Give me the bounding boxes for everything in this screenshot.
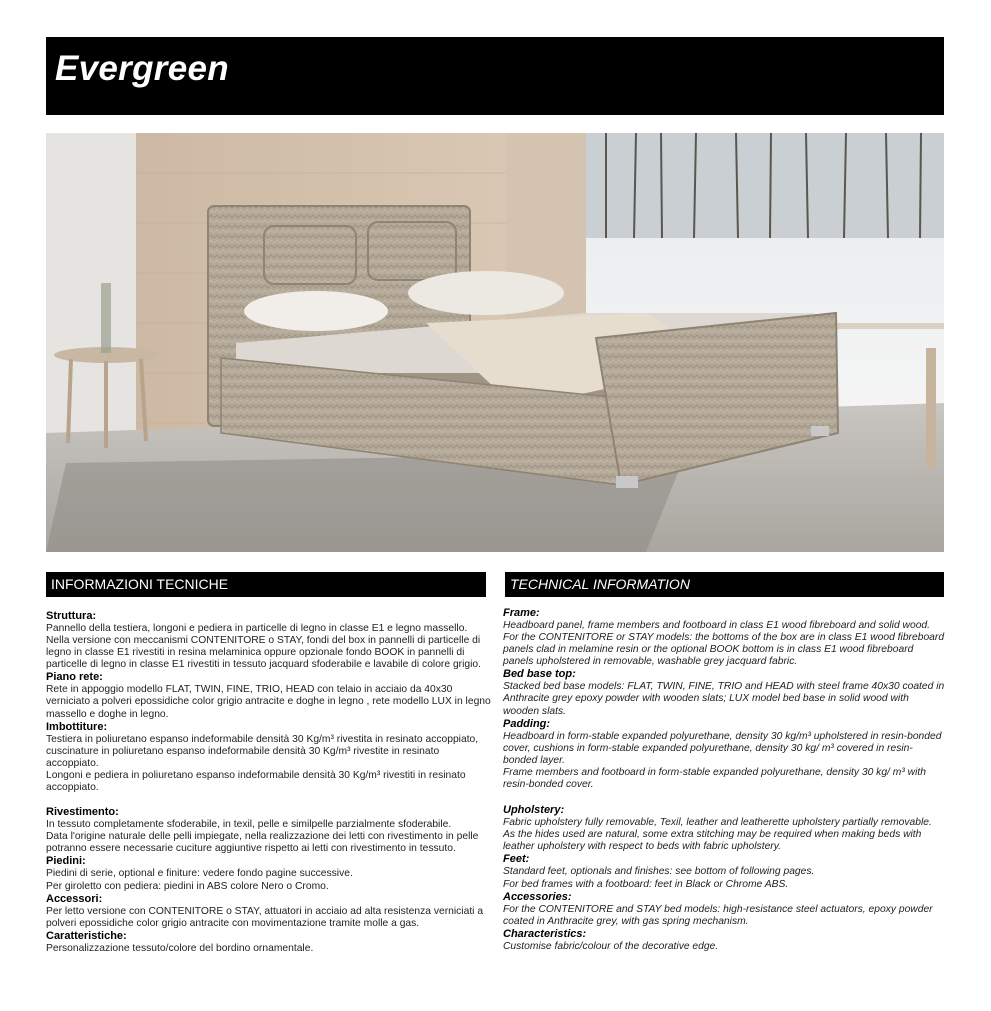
italian-technical-info <box>46 610 491 955</box>
section-title: Imbottiture: <box>46 720 108 733</box>
section-title: Feet: <box>503 853 530 866</box>
section-title: Characteristics: <box>503 927 587 940</box>
section-text: Nella versione con meccanismi CONTENITORE o STAY, fondi del box in pannelli di particelle di legno in classe E1 rivestiti in resina melaminica oppure opzionale fondo BOOK in pannelli di particelle di legno in classe E1 rivestiti in tessuto jacquard sfoderabile e lavabile di colore grigio. <box>46 635 481 671</box>
section-text: Frame members and footboard in form-stable expanded polyurethane, density 30 kg/ m³ with resin-bonded cover. <box>503 766 926 791</box>
section-text: Headboard panel, frame members and footboard in class E1 wood fibreboard and solid wood. <box>503 620 931 631</box>
section-title: Piano rete: <box>46 671 103 684</box>
section-text: Per giroletto con pediera: piedini in ABS colore Nero o Cromo. <box>46 880 329 892</box>
section-text: Customise fabric/colour of the decorative edge. <box>503 940 719 952</box>
section-text: For the CONTENITORE or STAY models: the bottoms of the box are in class E1 wood fibreboard panels clad in melamine resin or the optional BOOK bottom is in class E1 wood fibreboard panels upholstered in removable, washable grey jacquard fabric. <box>503 632 945 668</box>
section-text: Fabric upholstery fully removable, Texil, leather and leatherette upholstery partially removable. As the hides used are natural, some extra stitching may be required when making beds with leather upholstery with respect to beds with fabric upholstery. <box>503 817 932 853</box>
section-title: Caratteristiche: <box>46 929 127 942</box>
section-text: Personalizzazione tessuto/colore del bordino ornamentale. <box>46 942 314 954</box>
section-text: Testiera in poliuretano espanso indeformabile densità 30 Kg/m³ rivestita in resinato accoppiato, cuscinature in poliuretano espanso indeformabile densità 30 Kg/m³ rivestite in resinato accoppiato. <box>46 733 479 769</box>
section-text: Stacked bed base models: FLAT, TWIN, FINE, TRIO and HEAD with steel frame 40x30 coated in Anthracite grey epoxy powder with wooden slats; LUX model bed base in solid wood with wooden slats. <box>503 681 945 717</box>
section-text: Standard feet, optionals and finishes: see bottom of following pages. <box>503 866 815 878</box>
section-title: Piedini: <box>46 855 86 868</box>
section-text: Headboard in form-stable expanded polyurethane, density 30 kg/m³ upholstered in resin-bonded cover, cushions in form-stable expanded polyurethane, density 30 kg/ m³ covered in resin-bonded layer. <box>503 730 942 766</box>
section-title: Padding: <box>503 717 551 730</box>
section-text: Data l'origine naturale delle pelli impiegate, nella realizzazione dei letti con rivestimento in pelle potranno essere necessarie cuciture aggiuntive rispetto ai letti con rivestimento in tessuto. <box>46 831 479 855</box>
section-heading-english: TECHNICAL INFORMATION <box>505 572 944 597</box>
section-title: Rivestimento: <box>46 806 119 819</box>
section-text: For the CONTENITORE and STAY bed models: high-resistance steel actuators, epoxy powder coated in Anthracite grey, with gas spring mechanism. <box>503 903 933 927</box>
section-heading-italian: INFORMAZIONI TECNICHE <box>46 572 486 597</box>
section-text: For bed frames with a footboard: feet in Black or Chrome ABS. <box>503 878 789 890</box>
section-title: Bed base top: <box>503 668 576 681</box>
section-title: Upholstery: <box>503 804 565 817</box>
section-text: Per letto versione con CONTENITORE o STAY, attuatori in acciaio ad alta resistenza verniciati a polveri epossidiche color grigio antracite con movimentazione tramite molle a gas. <box>46 905 484 929</box>
section-title: Frame: <box>503 607 540 619</box>
title-bar <box>46 37 944 115</box>
section-text: Rete in appoggio modello FLAT, TWIN, FINE, TRIO, HEAD con telaio in acciaio da 40x30 verniciato a polveri epossidiche color grigio antracite e doghe in legno , rete modello LUX in legno massello e doghe in legno. <box>46 684 491 720</box>
section-title: Accessories: <box>503 890 572 903</box>
section-text: In tessuto completamente sfoderabile, in texil, pelle e similpelle parzialmente sfoderabile. <box>46 819 452 831</box>
section-title: Struttura: <box>46 610 97 622</box>
english-technical-info <box>503 607 945 953</box>
page-title: Evergreen <box>55 49 229 88</box>
section-title: Accessori: <box>46 892 103 905</box>
section-text: Pannello della testiera, longoni e pediera in particelle di legno in classe E1 e legno massello. <box>46 623 468 634</box>
product-photo <box>46 133 944 552</box>
section-text: Longoni e pediera in poliuretano espanso indeformabile densità 30 Kg/m³ rivestiti in resinato accoppiato. <box>46 769 466 794</box>
section-text: Piedini di serie, optional e finiture: vedere fondo pagine successive. <box>46 868 353 880</box>
